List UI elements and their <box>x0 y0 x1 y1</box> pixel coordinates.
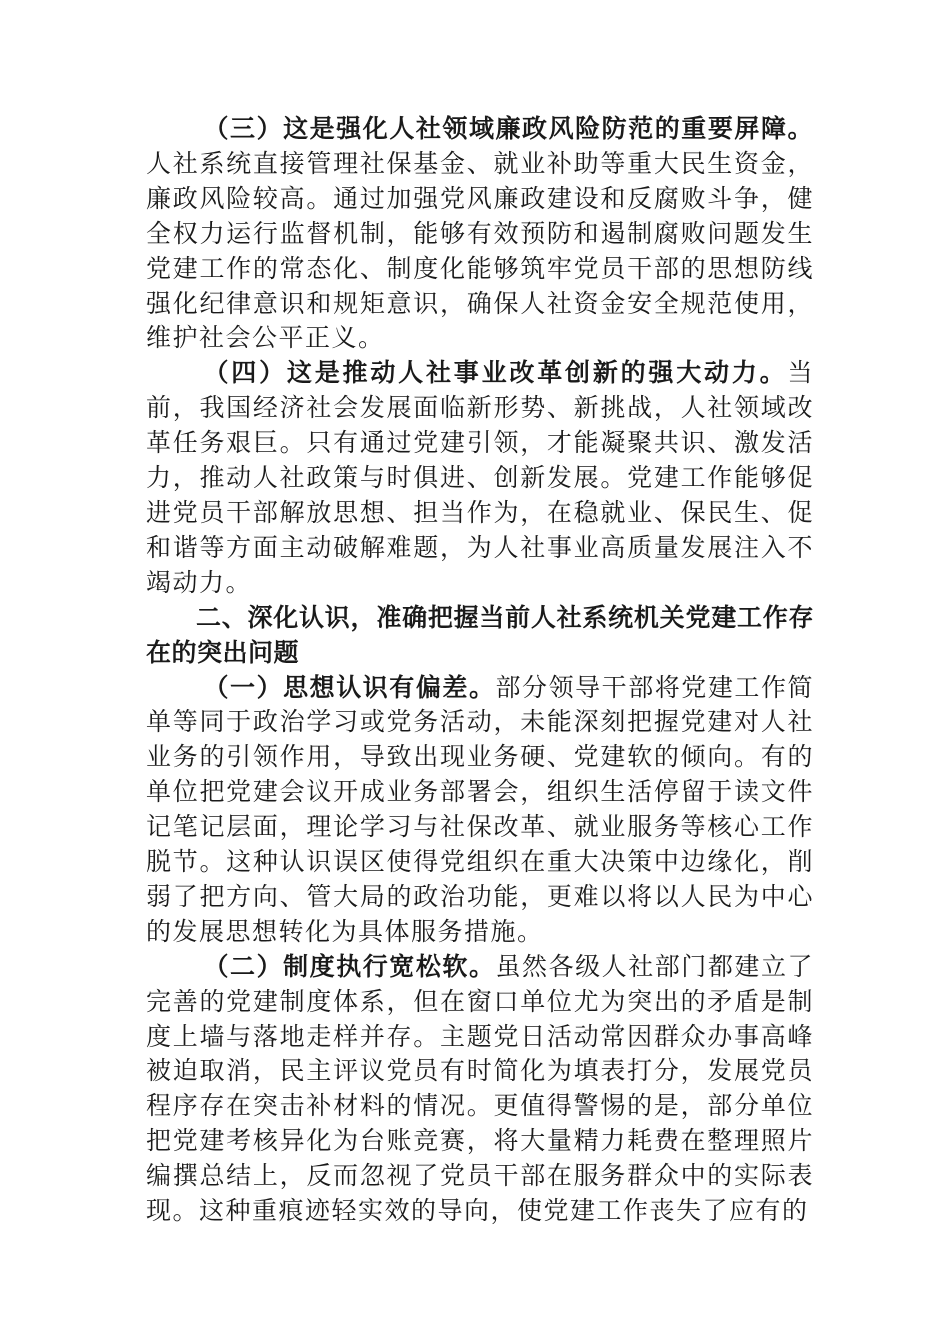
paragraph-lead: （一）思想认识有偏差。 <box>203 672 496 702</box>
paragraph-3 <box>146 112 814 356</box>
paragraph-body: 人社系统直接管理社保基金、就业补助等重大民生资金，廉政风险较高。通过加强党风廉政建设和反腐败斗争，健全权力运行监督机制，能够有效预防和遏制腐败问题发生党建工作的常态化、制度化能够筑牢党员干部的思想防线强化纪律意识和规矩意识，确保人社资金安全规范使用，维护社会公平正义。 <box>146 148 814 353</box>
paragraph-lead: （三）这是强化人社领域廉政风险防范的重要屏障。 <box>203 114 814 143</box>
paragraph-body: 部分领导干部将党建工作简单等同于政治学习或党务活动，未能深刻把握党建对人社业务的引领作用，导致出现业务硬、党建软的倾向。有的单位把党建会议开成业务部署会，组织生活停留于读文件记笔记层面，理论学习与社保改革、就业服务等核心工作脱节。这种认识误区使得党组织在重大决策中边缘化，削弱了把方向、管大局的政治功能，更难以将以人民为中心的发展思想转化为具体服务措施。 <box>146 672 814 946</box>
document-page <box>146 112 814 1229</box>
paragraph-4 <box>146 356 814 600</box>
paragraph-body: 虽然各级人社部门都建立了完善的党建制度体系，但在窗口单位尤为突出的矛盾是制度上墙与落地走样并存。主题党日活动常因群众办事高峰被迫取消，民主评议党员有时简化为填表打分，发展党员程序存在突击补材料的情况。更值得警惕的是，部分单位把党建考核异化为台账竞赛，将大量精力耗费在整理照片编撰总结上，反而忽视了党员干部在服务群众中的实际表现。这种重痕迹轻实效的导向，使党建工作丧失了应有的 <box>146 951 814 1226</box>
section-paragraph-2 <box>146 950 814 1229</box>
paragraph-lead: （二）制度执行宽松软。 <box>203 951 496 981</box>
section-paragraph-1 <box>146 671 814 950</box>
paragraph-body: 当前，我国经济社会发展面临新形势、新挑战，人社领域改革任务艰巨。只有通过党建引领，才能凝聚共识、激发活力，推动人社政策与时俱进、创新发展。党建工作能够促进党员干部解放思想、担当作为，在稳就业、保民生、促和谐等方面主动破解难题，为人社事业高质量发展注入不竭动力。 <box>146 358 814 597</box>
section-heading: 二、深化认识，准确把握当前人社系统机关党建工作存在的突出问题 <box>146 602 814 667</box>
paragraph-lead: （四）这是推动人社事业改革创新的强大动力。 <box>203 358 788 388</box>
